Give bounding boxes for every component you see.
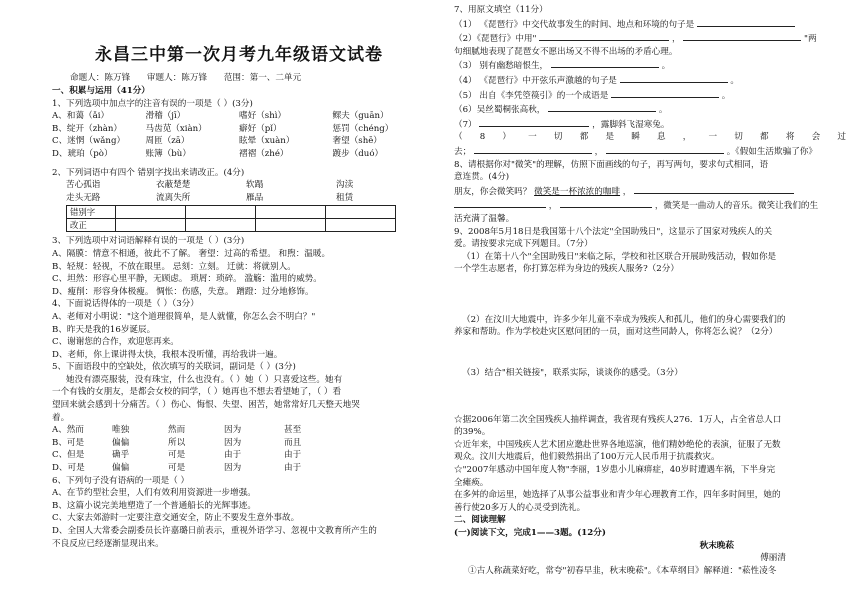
q2-word: 流离失所: [156, 192, 191, 203]
q9-answer-space[interactable]: [454, 380, 846, 414]
link-item-3-cont: 全瘫痪。: [454, 477, 489, 488]
q3-stem: 3、下列选项中对词语解释有误的一项是（ ）(3分): [52, 236, 245, 247]
q5-a-1: A、然而: [52, 425, 84, 436]
q5-d-2: 偏偏: [112, 463, 130, 474]
link-item-1: ☆据2006年第二次全国残疾人抽样调查，我省现有残疾人276．1万人，占全省总人口: [454, 414, 782, 425]
q7-char: 切: [734, 132, 743, 143]
q5-passage-line: 她没有漂亮服装，没有珠宝，什么也没有。（ ）她（ ）只喜爱这些。她有: [66, 374, 343, 385]
q6-option-b: B、这篇小说完美地塑造了一个普通船长的光辉事迹。: [52, 500, 256, 511]
q7-item-6: [454, 102, 846, 117]
q7-text: "两: [804, 34, 817, 45]
q4-stem: 4、下面说话得体的一项是（ ）（3分）: [52, 299, 199, 310]
q7-text: 。: [730, 75, 739, 86]
section-1-heading: 一、积累与运用（41分）: [52, 86, 150, 96]
q4-option-c: C、谢谢您的合作，欢迎您再来。: [52, 337, 179, 348]
q2-word: 租赁: [336, 192, 354, 203]
answer-blank[interactable]: [454, 198, 546, 208]
answer-blank[interactable]: [560, 198, 652, 208]
q1-d-1: D、琥珀（pò）: [52, 148, 113, 159]
q5-option-row: [52, 437, 426, 450]
q8-underlined-example: 微笑是一杯浓浓的咖啡: [534, 186, 621, 197]
q8-line-3: 活充满了温馨。: [454, 213, 515, 224]
q6-option-d: D、全国人大常委会副委员长许嘉璐日前表示，重视外语学习、忽视中文教育所产生的: [52, 526, 377, 536]
q7-text: ，: [594, 146, 604, 157]
q7-char: 是: [605, 132, 615, 143]
answer-cell[interactable]: [116, 206, 186, 219]
q7-text: （6）吴丝蜀桐张高秋，: [454, 105, 546, 116]
q7-item-7: [454, 117, 846, 132]
q9-sub-2: （2）在汶川大地震中，许多少年儿童不幸成为残疾人和孤儿，他们的身心需要我们的: [462, 314, 786, 325]
answer-blank[interactable]: [634, 184, 794, 194]
q1-b-3: 癖好（pǐ）: [239, 123, 282, 134]
q1-a-3: 嗜好（shì）: [239, 111, 287, 122]
q1-c-4: 奢望（shē）: [332, 136, 382, 147]
answer-blank[interactable]: [606, 144, 724, 154]
q7-text: 。: [721, 90, 731, 101]
q5-passage-line: 着。: [52, 412, 70, 423]
q5-b-2: 偏偏: [112, 437, 130, 448]
answer-cell[interactable]: [256, 219, 326, 232]
q3-option-b: B、轻规：轻视，不放在眼里。 忌刻：立刻。 迁就：将就别人。: [52, 261, 296, 272]
answer-blank[interactable]: [697, 17, 795, 27]
answer-blank[interactable]: [479, 117, 589, 127]
q5-d-1: D、可是: [52, 463, 85, 474]
q2-word: 沟渎: [336, 180, 354, 191]
q5-option-row: [52, 424, 426, 437]
q9-sub-1-cont: 一个学生志愿者，你打算怎样为身边的残疾人服务?（2分）: [454, 264, 679, 275]
q1-c-3: 眩晕（xuàn）: [239, 136, 295, 147]
q7-text: （1） 《琵琶行》中交代故事发生的时间、地点和环境的句子是: [454, 19, 695, 30]
scope: 范围：第一、二单元: [223, 73, 302, 83]
essay-paragraph-1: ①古人称蔬菜好吃，常夸"初春早韭，秋末晚菘"。《本草纲目》解释道："菘性凌冬: [468, 565, 777, 576]
q4-option-b: B、昨天是我的16岁诞辰。: [52, 324, 156, 335]
section-2-heading: 二、阅读理解: [454, 515, 506, 526]
q7-char: 会: [811, 132, 821, 143]
q7-char: 息: [656, 132, 666, 143]
q7-text: ，露脚斜飞湿寒兔。: [592, 119, 670, 130]
q7-char: 将: [785, 132, 795, 143]
q7-char: 一: [708, 132, 718, 143]
answer-blank[interactable]: [474, 144, 592, 154]
q9-answer-space[interactable]: [454, 339, 846, 367]
q5-d-4: 因为: [224, 463, 242, 474]
q8-stem-cont: 意连贯。(4分): [454, 172, 510, 183]
q6-stem: 6、下列句子没有语病的一项是（ ）: [52, 475, 190, 486]
answer-cell[interactable]: [186, 219, 256, 232]
q7-item-2-cont: 句细腻地表现了琵琶女不愿出场又不得不出场的矛盾心理。: [454, 46, 678, 57]
q9-sub-3: （3）结合"相关链接"，联系实际，谈谈你的感受。（3分）: [462, 368, 683, 379]
q7-char: 过: [837, 132, 846, 143]
q5-b-1: B、可是: [52, 437, 85, 448]
q8-text: ，: [548, 201, 558, 212]
q8-stem: 8、请根据你对"微笑"的理解，仿照下面画线的句子，再写两句，要求句式相同，语: [454, 159, 769, 170]
link-item-2-cont: 观众。汶川大地震后，他们毅然捐出了100万元人民币用于抗震救灾。: [454, 452, 720, 463]
q1-options: [52, 110, 426, 160]
reviewer: 审题人：陈万锋: [146, 73, 208, 83]
q1-stem: 1、下列选项中加点字的注音有误的一项是（ ）(3分): [52, 98, 253, 109]
q7-item-4: [454, 73, 846, 88]
q2-stem: 2、下列词语中有四个 错别字找出来请改正。(4分): [52, 167, 245, 178]
q7-char: 都: [579, 132, 589, 143]
q7-char: （: [454, 132, 463, 143]
q6-option-d-cont: 不良反应已经逐渐显现出来。: [52, 538, 164, 549]
link-item-2: ☆近年来，中国残疾人艺术团应邀赴世界各地巡演，他们精妙绝伦的表演，征服了无数: [454, 439, 781, 450]
q7-char: 一: [528, 132, 537, 143]
q2-word: 走头无路: [66, 192, 101, 203]
q9-sub-2-cont: 养家和帮助。作为学校赴灾区慰问团的一员，面对这些同龄人，你将怎么说？（2分）: [454, 327, 778, 338]
q5-c-1: C、但是: [52, 450, 85, 461]
q3-option-a: A、隔膜：情意不相通，彼此不了解。 奢望：过高的希望。 和煦：温暖。: [52, 248, 331, 259]
q2-answer-table: [66, 205, 396, 232]
q7-item-1: [454, 17, 846, 32]
q7-text: 。《假如生活欺骗了你》: [726, 146, 817, 157]
q3-option-c: C、坦然：形容心里平静，无顾虑。 琐屑：琐碎。 滥觞：滥用的威势。: [52, 274, 322, 285]
q7-text: 。: [658, 105, 668, 116]
q5-options: [52, 424, 426, 474]
q4-option-d: D、老师，你上课讲得太快，我根本没听懂，再给我讲一遍。: [52, 349, 283, 360]
q7-text: （3） 别有幽愁暗恨生，: [454, 61, 549, 72]
q2-words-row: [52, 192, 426, 205]
q7-text: 。: [661, 61, 671, 72]
q1-a-2: 滑稽（jī）: [145, 111, 186, 122]
table-cell: 错别字: [67, 206, 116, 219]
q1-d-3: 褶褶（zhé）: [239, 148, 289, 159]
link-item-1-cont: 的39%。: [454, 427, 491, 438]
q2-words-row: [52, 179, 426, 192]
q9-stem-cont: 爱。请按要求完成下列题目。（7分）: [454, 239, 593, 250]
q5-passage-line: 一个有钱的女朋友，是都会女校的同学，（ ）她再也不想去看望她了，（ ）看: [52, 387, 342, 398]
answer-cell[interactable]: [116, 219, 186, 232]
q5-option-row: [52, 449, 426, 462]
q7-item-3: [454, 58, 846, 73]
q8-line-1: [454, 184, 846, 199]
table-cell: 改正: [67, 219, 116, 232]
table-row: [67, 219, 396, 232]
q7-item-8-cont: [454, 144, 846, 159]
q5-d-5: 由于: [284, 463, 302, 474]
exam-meta: [70, 72, 426, 85]
q5-stem: 5、下面语段中的空缺处，依次填写的关联词，副词是（ ）(3分): [52, 362, 296, 373]
answer-blank[interactable]: [611, 88, 719, 98]
link-item-3: ☆"2007年感动中国年度人物"李丽，1岁患小儿麻痹症，40岁时遭遇车祸，下半身完: [454, 465, 776, 476]
q7-text: 去；: [454, 146, 472, 157]
answer-blank[interactable]: [620, 73, 728, 83]
q2-word: 雁品: [246, 192, 264, 203]
q1-b-2: 马齿苋（xiàn）: [145, 123, 207, 134]
q1-option-row: [52, 135, 426, 148]
right-column: [454, 0, 846, 607]
q7-stem: 7、用原文填空（11分）: [454, 5, 548, 15]
essay-author: 傅丽清: [760, 553, 786, 564]
q1-b-4: 惩罚（chéng）: [332, 123, 394, 134]
answer-blank[interactable]: [551, 58, 659, 68]
q6-option-c: C、大家去郊游时一定要注意交通安全，防止不要发生意外事故。: [52, 513, 300, 524]
q7-char: 瞬: [631, 132, 640, 143]
q5-c-5: 由于: [284, 450, 302, 461]
q5-b-5: 而且: [284, 437, 302, 448]
answer-cell[interactable]: [326, 206, 396, 219]
q6-option-a: A、在节约型社会里，人们有效利用资源进一步增强。: [52, 488, 256, 499]
q2-word: 苦心孤诣: [66, 180, 101, 191]
q5-b-4: 因为: [224, 437, 242, 448]
q5-c-2: 确乎: [112, 450, 130, 461]
q3-option-d: D、瘦削：形容身体极瘦。 惆怅：伤感，失意。 蹭蹬：过分地修饰。: [52, 286, 314, 297]
answer-blank[interactable]: [539, 31, 669, 41]
q7-item-2: [454, 31, 846, 46]
q7-text: （7）: [454, 119, 477, 130]
q8-text: ，: [622, 186, 632, 197]
q7-text: （4） 《琵琶行》中开弦乐声激越的句子是: [454, 75, 617, 86]
q9-stem: 9、2008年5月18日是我国第十八个法定"全国助残日"，这显示了国家对残疾人的关: [454, 226, 773, 237]
q9-sub-1: （1）在第十八个"全国助残日"来临之际，学校和社区联合开展助残活动，假如你是: [462, 251, 777, 262]
q2-word: 衣蔽楚楚: [156, 180, 191, 191]
q1-option-row: [52, 110, 426, 123]
q7-char: 都: [760, 132, 769, 143]
q7-item-8: [454, 131, 846, 144]
answer-cell[interactable]: [186, 206, 256, 219]
q1-option-row: [52, 148, 426, 161]
reading-1-heading: (一)阅读下文，完成1——3题。(12分): [454, 528, 606, 538]
q5-a-2: 唯独: [112, 425, 130, 436]
q7-text: ，: [671, 34, 681, 45]
q1-b-1: B、绽开（zhàn）: [52, 123, 123, 134]
q8-line-2: [454, 198, 846, 213]
q7-char: ，: [682, 132, 692, 143]
setter: 命题人：陈万锋: [70, 73, 131, 83]
answer-cell[interactable]: [256, 206, 326, 219]
q1-c-1: C、迷惘（wǎng）: [52, 136, 126, 147]
link-item-4: 在多舛的命运里，她选择了从事公益事业和青少年心理教育工作，四年多时间里，她的: [454, 490, 781, 501]
q7-text: （2）《琵琶行》中用": [454, 34, 537, 45]
answer-cell[interactable]: [326, 219, 396, 232]
q5-a-5: 甚至: [284, 425, 302, 436]
q7-char: 8: [479, 132, 486, 143]
q9-answer-space[interactable]: [454, 276, 846, 314]
q7-item-5: [454, 88, 846, 103]
q7-char: ）: [502, 132, 511, 143]
q1-option-row: [52, 123, 426, 136]
q1-d-2: 账簿（bù）: [145, 148, 191, 159]
q2-word: 软蹋: [246, 180, 264, 191]
q1-a-4: 鳏夫（guān）: [332, 111, 389, 122]
q8-text: ，微笑是一曲动人的音乐。微笑让我们的生: [654, 201, 819, 212]
q5-option-row: [52, 462, 426, 475]
exam-title: 永昌三中第一次月考九年级语文试卷: [95, 45, 383, 65]
q1-d-4: 踱步（duó）: [332, 148, 384, 159]
q1-a-1: A、和蔼（ǎi）: [52, 111, 110, 122]
answer-blank[interactable]: [683, 31, 801, 41]
q5-a-3: 然而: [168, 425, 186, 436]
table-row: [67, 206, 396, 219]
q4-option-a: A、老师对小明说："这个道理很简单，是人就懂，你怎么会不明白？": [52, 311, 316, 322]
q5-b-3: 所以: [168, 437, 186, 448]
answer-blank[interactable]: [548, 102, 656, 112]
link-item-4-cont: 善行使20多万人的心灵受到洗礼。: [454, 502, 586, 513]
q8-text: 朋友，你会微笑吗？: [454, 186, 532, 197]
q1-c-2: 周匝（zā）: [145, 136, 190, 147]
q5-passage-line: 望回来就会感到十分痛苦。（ ）伤心、悔恨、失望、困苦，她常常好几天整天地哭: [52, 400, 360, 411]
q5-c-4: 由于: [224, 450, 242, 461]
q7-text: （5） 出自《李凭箜篌引》的一个成语是: [454, 90, 609, 101]
q7-char: 切: [553, 132, 563, 143]
q5-d-3: 可是: [168, 463, 186, 474]
essay-title: 秋末晚菘: [699, 540, 734, 551]
q5-a-4: 因为: [224, 425, 242, 436]
left-column: [52, 0, 426, 607]
q5-c-3: 可是: [168, 450, 186, 461]
